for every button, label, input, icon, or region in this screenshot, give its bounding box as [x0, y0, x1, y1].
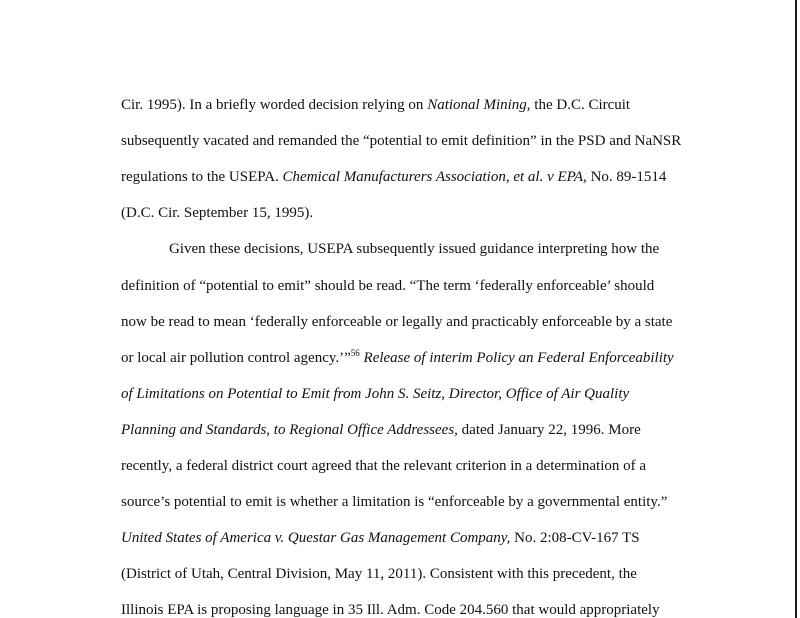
- text-segment: definition of “potential to emit” should be read. “The term ‘federally enforceable’ should: [121, 278, 655, 294]
- text-line: [121, 313, 672, 331]
- text-line: [121, 385, 629, 403]
- text-segment: (District of Utah, Central Division, May 11, 2011). Consistent with this precedent, the: [121, 566, 637, 582]
- text-line: [121, 601, 660, 618]
- text-segment: , the D.C. Circuit: [526, 97, 631, 113]
- page-edge-line: [795, 0, 797, 618]
- italic-citation-text: of Limitations on Potential to Emit from John S. Seitz, Director, Office of Air Quality: [121, 386, 630, 402]
- italic-citation-text: Release of interim Policy an Federal Enforceability: [363, 350, 674, 366]
- text-segment: Given these decisions, USEPA subsequently issued guidance interpreting how the: [169, 241, 660, 257]
- text-line: [121, 529, 640, 547]
- text-line: [121, 277, 654, 295]
- text-line: [121, 96, 630, 114]
- text-segment: Cir. 1995). In a briefly worded decision relying on: [121, 97, 428, 113]
- text-line: [121, 349, 674, 367]
- text-line: [169, 240, 659, 258]
- text-segment: regulations to the USEPA.: [121, 169, 283, 185]
- text-segment: (D.C. Cir. September 15, 1995).: [121, 205, 314, 221]
- text-line: [121, 132, 681, 150]
- text-segment: now be read to mean ‘federally enforceable or legally and practicably enforceable by a state: [121, 314, 673, 330]
- italic-citation-text: National Mining: [427, 97, 527, 113]
- text-line: [121, 204, 313, 222]
- text-segment: recently, a federal district court agreed that the relevant criterion in a determination of a: [121, 458, 647, 474]
- text-segment: source’s potential to emit is whether a limitation is “enforceable by a governmental entity.”: [121, 494, 668, 510]
- text-segment: No. 89-1514: [586, 169, 667, 185]
- footnote-reference: 56: [350, 348, 360, 358]
- text-segment: or local air pollution control agency.’”: [121, 350, 351, 366]
- italic-citation-text: Planning and Standards, to Regional Office Addressees,: [121, 422, 458, 438]
- italic-citation-text: Chemical Manufacturers Association, et al. v EPA,: [282, 169, 587, 185]
- text-segment: No. 2:08-CV-167 TS: [510, 530, 640, 546]
- text-segment: dated January 22, 1996. More: [457, 422, 641, 438]
- text-line: [121, 493, 667, 511]
- text-line: [121, 565, 637, 583]
- text-segment: subsequently vacated and remanded the “potential to emit definition” in the PSD and NaNSR: [121, 133, 682, 149]
- italic-citation-text: United States of America v. Questar Gas Management Company,: [121, 530, 511, 546]
- text-line: [121, 457, 646, 475]
- text-segment: Illinois EPA is proposing language in 35 Ill. Adm. Code 204.560 that would appropriately: [121, 602, 660, 618]
- text-line: [121, 421, 641, 439]
- text-line: [121, 168, 666, 186]
